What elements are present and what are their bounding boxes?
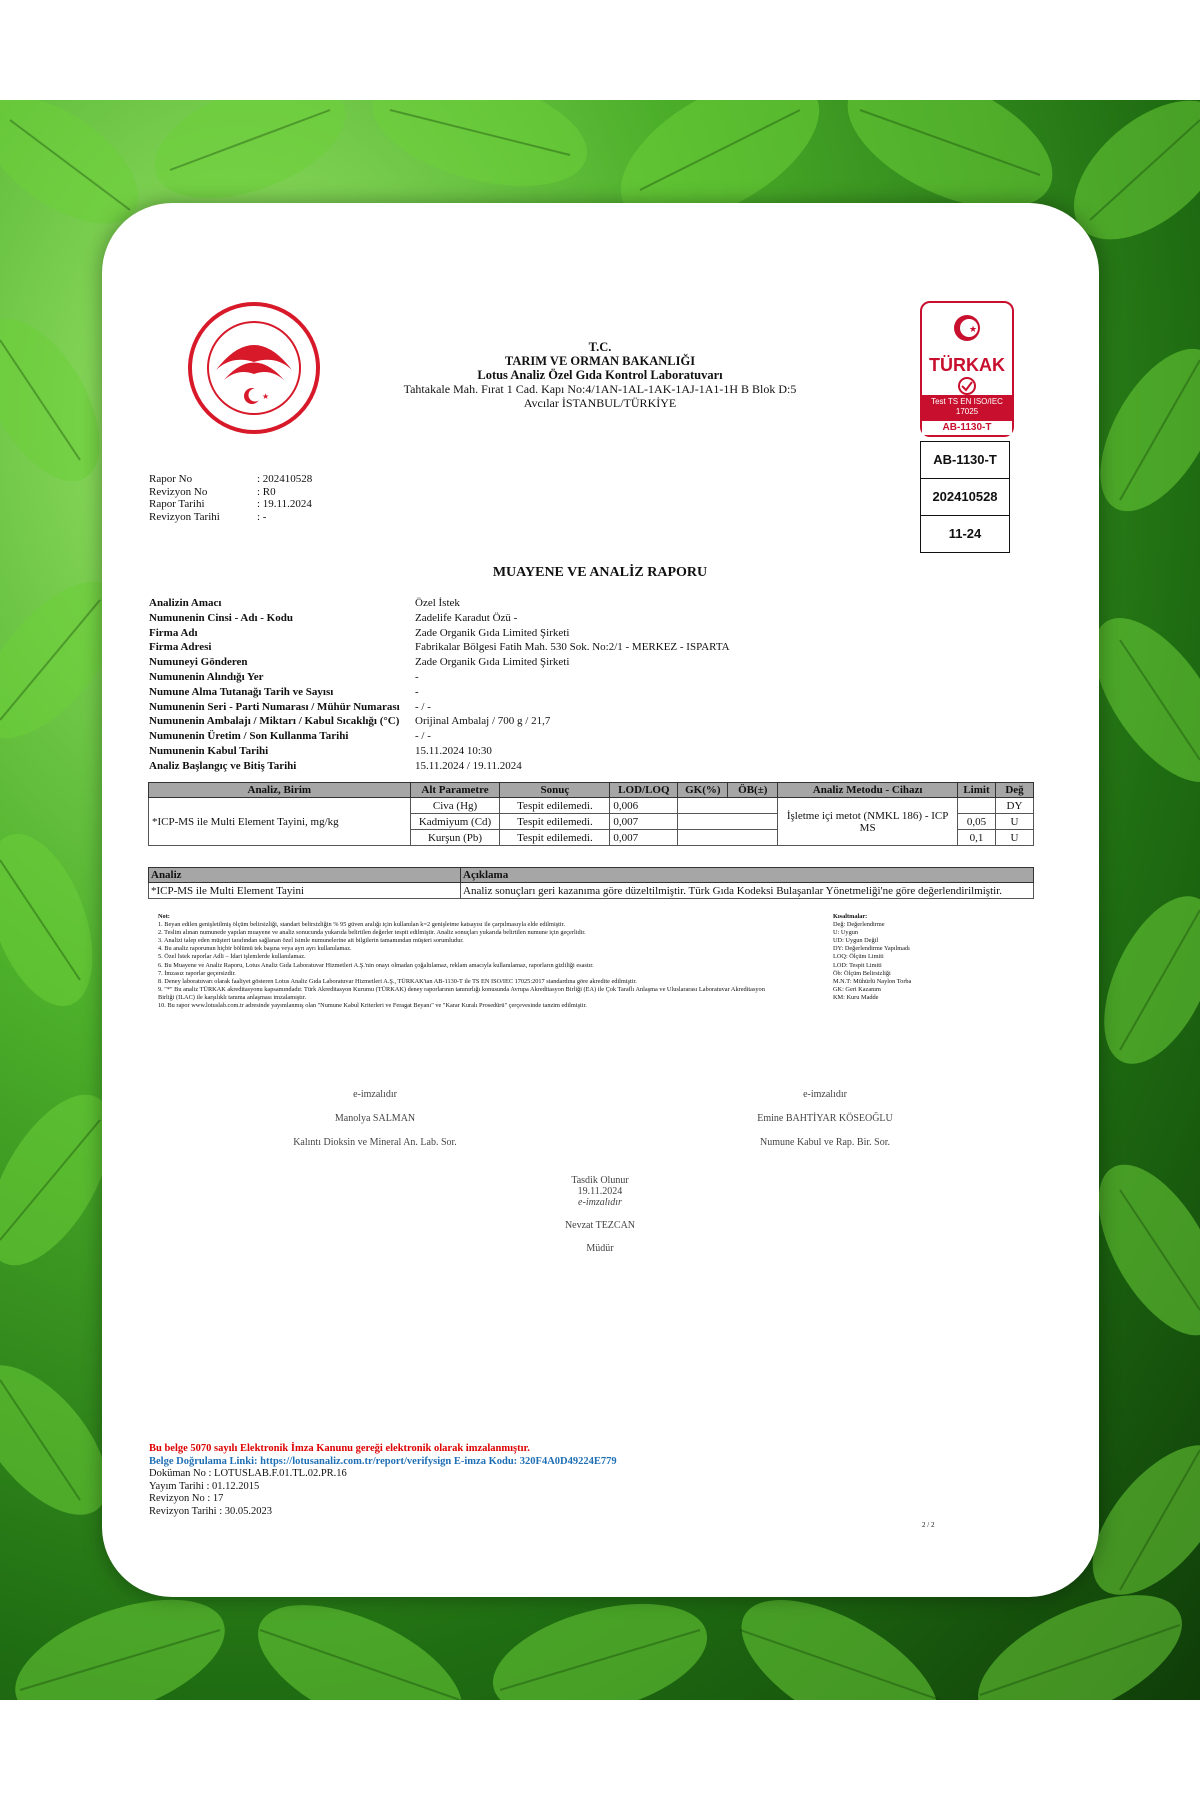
abbr-item: LOD: Tespit Limiti: [833, 961, 882, 969]
col-header: Sonuç: [500, 783, 610, 798]
table-row: [149, 798, 1034, 814]
limit-cell: 0,05: [957, 814, 995, 830]
method-cell: İşletme içi metot (NMKL 186) - ICP MS: [778, 798, 958, 846]
report-code-boxes: [920, 441, 1010, 553]
svg-text:★: ★: [969, 324, 978, 334]
svg-text:★: ★: [262, 392, 270, 401]
revision-number: Revizyon No : 17: [149, 1493, 224, 1504]
abbr-item: GK: Geri Kazanım: [833, 985, 881, 993]
col-header: ÖB(±): [728, 783, 778, 798]
col-header: Analiz: [149, 868, 461, 883]
doc-number: Doküman No : LOTUSLAB.F.01.TL.02.PR.16: [149, 1468, 347, 1479]
header-address-line1: Tahtakale Mah. Fırat 1 Cad. Kapı No:4/1AN-1AL-1AK-1AJ-1A1-1H B Blok D:5: [403, 382, 797, 396]
explanation-analysis: *ICP-MS ile Multi Element Tayini: [149, 883, 461, 899]
page-number: 2 / 2: [922, 1521, 935, 1529]
meta-key: Revizyon No: [149, 485, 208, 498]
meta-value: : -: [257, 510, 267, 523]
col-header: Analiz, Birim: [149, 783, 411, 798]
abbreviations-section: [833, 913, 993, 1002]
limit-cell: [957, 798, 995, 814]
info-value: Orijinal Ambalaj / 700 g / 21,7: [415, 715, 551, 728]
turkak-logo: [920, 301, 1014, 437]
param-cell: Civa (Hg): [410, 798, 500, 814]
info-value: - / -: [415, 700, 431, 713]
sample-info: [149, 596, 730, 774]
info-value: Zade Organik Gıda Limited Şirketi: [415, 626, 570, 639]
table-row: [149, 883, 1034, 899]
col-header: Limit: [957, 783, 995, 798]
info-row: [149, 670, 730, 685]
signature-left: [250, 1089, 500, 1148]
revision-date: Revizyon Tarihi : 30.05.2023: [149, 1505, 273, 1517]
col-header: Değ: [995, 783, 1033, 798]
info-row: [149, 744, 730, 759]
result-cell: Tespit edilemedi.: [500, 814, 610, 830]
approved-date: 19.11.2024: [577, 1186, 623, 1197]
deg-cell: U: [995, 830, 1033, 846]
col-header: LOD/LOQ: [610, 783, 678, 798]
explanation-table: [148, 867, 1034, 899]
info-key: Firma Adı: [149, 626, 198, 639]
info-key: Numunenin Üretim / Son Kullanma Tarihi: [149, 730, 349, 743]
info-row: [149, 759, 730, 774]
header-address-line2: Avcılar İSTANBUL/TÜRKİYE: [523, 396, 677, 410]
info-key: Numunenin Kabul Tarihi: [149, 744, 269, 757]
notes-title: Not:: [158, 913, 170, 920]
lod-cell: 0,006: [610, 798, 678, 814]
result-cell: Tespit edilemedi.: [500, 830, 610, 846]
col-header: Alt Parametre: [410, 783, 500, 798]
verify-link[interactable]: Belge Doğrulama Linki: https://lotusanaliz.com.tr/report/verifysign E-imza Kodu: 320F4A0D49224E779: [149, 1455, 617, 1467]
lod-cell: 0,007: [610, 814, 678, 830]
report-title: MUAYENE VE ANALİZ RAPORU: [492, 565, 708, 580]
signer-name: Emine BAHTİYAR KÖSEOĞLU: [757, 1113, 893, 1124]
turkak-test-band: Test TS EN ISO/IEC 17025: [922, 395, 1012, 421]
info-row: [149, 655, 730, 670]
empty-cell: [678, 814, 778, 830]
info-row: [149, 714, 730, 729]
info-key: Numunenin Seri - Parti Numarası / Mühür Numarası: [149, 700, 400, 713]
info-key: Numunenin Ambalajı / Miktarı / Kabul Sıcaklığı (°C): [149, 715, 400, 728]
esign-label: e-imzalıdır: [353, 1089, 397, 1100]
note-item: 10. Bu rapor www.lotuslab.com.tr adresinde yayımlanmış olan "Numune Kabul Kriterleri ve Feragat Beyanı" ve "Karar Kuralı Prosedürü" çerçevesinde tanzim edilmiştir.: [158, 1002, 587, 1010]
info-value: Özel İstek: [415, 597, 460, 609]
signature-right: [700, 1089, 950, 1148]
signer-role: Numune Kabul ve Rap. Bir. Sor.: [760, 1137, 890, 1148]
info-value: 15.11.2024 / 19.11.2024: [415, 759, 522, 772]
meta-row: [149, 473, 312, 486]
info-row: [149, 626, 730, 641]
esign-label: e-imzalıdır: [578, 1197, 622, 1208]
meta-row: [149, 486, 312, 499]
meta-value: : R0: [257, 485, 276, 498]
signature-center: [475, 1175, 725, 1254]
note-item: 3. Analizi talep eden müşteri tarafından sağlanan özel isimle numunelerine ait bilgilerin tamamından müşteri sorumludur.: [158, 937, 464, 945]
result-cell: Tespit edilemedi.: [500, 798, 610, 814]
empty-cell: [678, 798, 778, 814]
meta-key: Rapor Tarihi: [149, 498, 205, 510]
info-value: - / -: [415, 730, 431, 743]
param-cell: Kurşun (Pb): [410, 830, 500, 846]
info-value: -: [415, 685, 419, 698]
abbr-item: Öb: Ölçüm Belirsizliği: [833, 969, 891, 977]
explanation-text: Analiz sonuçları geri kazanıma göre düzeltilmiştir. Türk Gıda Kodeksi Bulaşanlar Yönetmeliği'ne göre değerlendirilmiştir.: [461, 883, 1034, 899]
meta-value: : 19.11.2024: [257, 498, 312, 510]
info-key: Firma Adresi: [149, 641, 212, 654]
abbr-item: KM: Kuru Madde: [833, 993, 879, 1001]
note-item: 7. İmzasız raporlar geçersizdir.: [158, 969, 236, 977]
meta-row: [149, 498, 312, 511]
info-value: Zade Organik Gıda Limited Şirketi: [415, 656, 570, 669]
report-header: [340, 340, 860, 410]
lod-cell: 0,007: [610, 830, 678, 846]
turkak-accreditation-code: AB-1130-T: [922, 420, 1012, 435]
results-table: [148, 782, 1034, 846]
report-meta: [149, 473, 312, 523]
abbr-item: DY: Değerlendirme Yapılmadı: [833, 945, 910, 953]
signer-name: Nevzat TEZCAN: [564, 1220, 636, 1231]
code-box-period: 11-24: [948, 526, 982, 541]
abbr-item: Değ: Değerlendirme: [833, 921, 885, 929]
signer-role: Müdür: [586, 1243, 614, 1254]
deg-cell: DY: [995, 798, 1033, 814]
info-key: Numunenin Cinsi - Adı - Kodu: [149, 611, 293, 624]
header-line1: T.C.: [588, 340, 612, 354]
turkak-crescent-icon: [952, 313, 982, 353]
meta-key: Revizyon Tarihi: [149, 510, 220, 523]
info-key: Numune Alma Tutanağı Tarih ve Sayısı: [149, 685, 334, 698]
notes-section: [158, 913, 778, 1010]
empty-cell: [678, 830, 778, 846]
header-ministry: TARIM VE ORMAN BAKANLIĞI: [504, 354, 696, 368]
esign-label: e-imzalıdır: [803, 1089, 847, 1100]
note-item: 4. Bu analiz raporunun hiçbir bölümü tek başına veya ayrı ayrı kullanılamaz.: [158, 945, 352, 953]
ministry-seal: [186, 300, 322, 436]
note-item: 1. Beyan edilen genişletilmiş ölçüm belirsizliği, standart belirsizliğin % 95 güven aralığı için kullanılan k=2 genişletme katsayısı ile çarpılmasıyla elde edilmiştir.: [158, 921, 565, 929]
col-header: GK(%): [678, 783, 728, 798]
info-value: 15.11.2024 10:30: [415, 744, 492, 757]
signer-name: Manolya SALMAN: [334, 1113, 416, 1124]
esign-law-notice: Bu belge 5070 sayılı Elektronik İmza Kanunu gereği elektronik olarak imzalanmıştır.: [149, 1443, 530, 1454]
code-box-report-no: 202410528: [921, 479, 1009, 516]
info-key: Analizin Amacı: [149, 597, 222, 609]
document-footer: [149, 1443, 617, 1518]
meta-row: [149, 511, 312, 524]
info-row: [149, 685, 730, 700]
info-row: [149, 640, 730, 655]
code-box-accreditation: AB-1130-T: [921, 442, 1009, 479]
results-header-row: [149, 783, 1034, 798]
col-header: Analiz Metodu - Cihazı: [778, 783, 958, 798]
note-item: 9. "*" Bu analiz TÜRKAK akreditasyonu kapsamındadır. Türk Akreditasyon Kurumu (TÜRKAK) deney raporlarının tanınırlığı konusunda Avrupa Akreditasyon Birliği (EA) ile Çok Taraflı Anlaşma ve Uluslararası Laboratuvar Akreditasyon Birliği (ILAC) ile karşılıklı tanıma anlaşması imzalamıştır.: [158, 985, 765, 1001]
info-value: Zadelife Karadut Özü -: [415, 611, 518, 624]
info-value: -: [415, 670, 419, 683]
col-header: Açıklama: [461, 868, 1034, 883]
abbr-item: UD: Uygun Değil: [833, 937, 879, 945]
info-key: Numuneyi Gönderen: [149, 656, 248, 669]
note-item: 2. Teslim alınan numunede yapılan muayene ve analiz sonucunda yukarıda belirtilen değerler tespit edilmiştir. Analiz sonuçları yukarıda belirtilen numune için geçerlidir.: [158, 929, 586, 937]
param-cell: Kadmiyum (Cd): [410, 814, 500, 830]
analysis-name: *ICP-MS ile Multi Element Tayini, mg/kg: [149, 798, 411, 846]
approved-label: Tasdik Olunur: [571, 1175, 629, 1186]
abbr-item: M.N.T: Mühürlü Naylon Torba: [833, 977, 912, 985]
limit-cell: 0,1: [957, 830, 995, 846]
turkak-check-icon: [955, 376, 979, 396]
meta-value: : 202410528: [257, 473, 313, 485]
info-row: [149, 729, 730, 744]
abbr-item: LOQ: Ölçüm Limiti: [833, 953, 884, 961]
info-key: Analiz Başlangıç ve Bitiş Tarihi: [149, 759, 297, 772]
info-row: [149, 611, 730, 626]
info-key: Numunenin Alındığı Yer: [149, 670, 264, 683]
meta-key: Rapor No: [149, 473, 193, 485]
abbr-item: U: Uygun: [833, 929, 859, 937]
info-row: [149, 700, 730, 715]
publish-date: Yayım Tarihi : 01.12.2015: [149, 1480, 260, 1492]
info-row: [149, 596, 730, 611]
note-item: 8. Deney laboratuvarı olarak faaliyet gösteren Lotus Analiz Gıda Laboratuvar Hizmetleri A.Ş., TÜRKAK'tan AB-1130-T ile TS EN ISO/IEC 17025:2017 standardına göre akredite edilmiştir.: [158, 977, 637, 985]
deg-cell: U: [995, 814, 1033, 830]
abbr-title: Kısaltmalar:: [833, 913, 868, 920]
turkak-logo-text: TÜRKAK: [929, 355, 1005, 375]
header-lab-name: Lotus Analiz Özel Gıda Kontrol Laboratuvarı: [477, 368, 723, 382]
note-item: 6. Bu Muayene ve Analiz Raporu, Lotus Analiz Gıda Laboratuvar Hizmetleri A.Ş.'nin onayı olmadan çoğaltılamaz, reklam amacıyla kullanılamaz, raporların gizliliği esastır.: [158, 961, 594, 969]
info-value: Fabrikalar Bölgesi Fatih Mah. 530 Sok. No:2/1 - MERKEZ - ISPARTA: [415, 641, 730, 654]
signer-role: Kalıntı Dioksin ve Mineral An. Lab. Sor.: [293, 1137, 457, 1148]
note-item: 5. Özel İstek raporlar Adli – İdari işlemlerde kullanılamaz.: [158, 953, 306, 961]
explanation-header-row: [149, 868, 1034, 883]
